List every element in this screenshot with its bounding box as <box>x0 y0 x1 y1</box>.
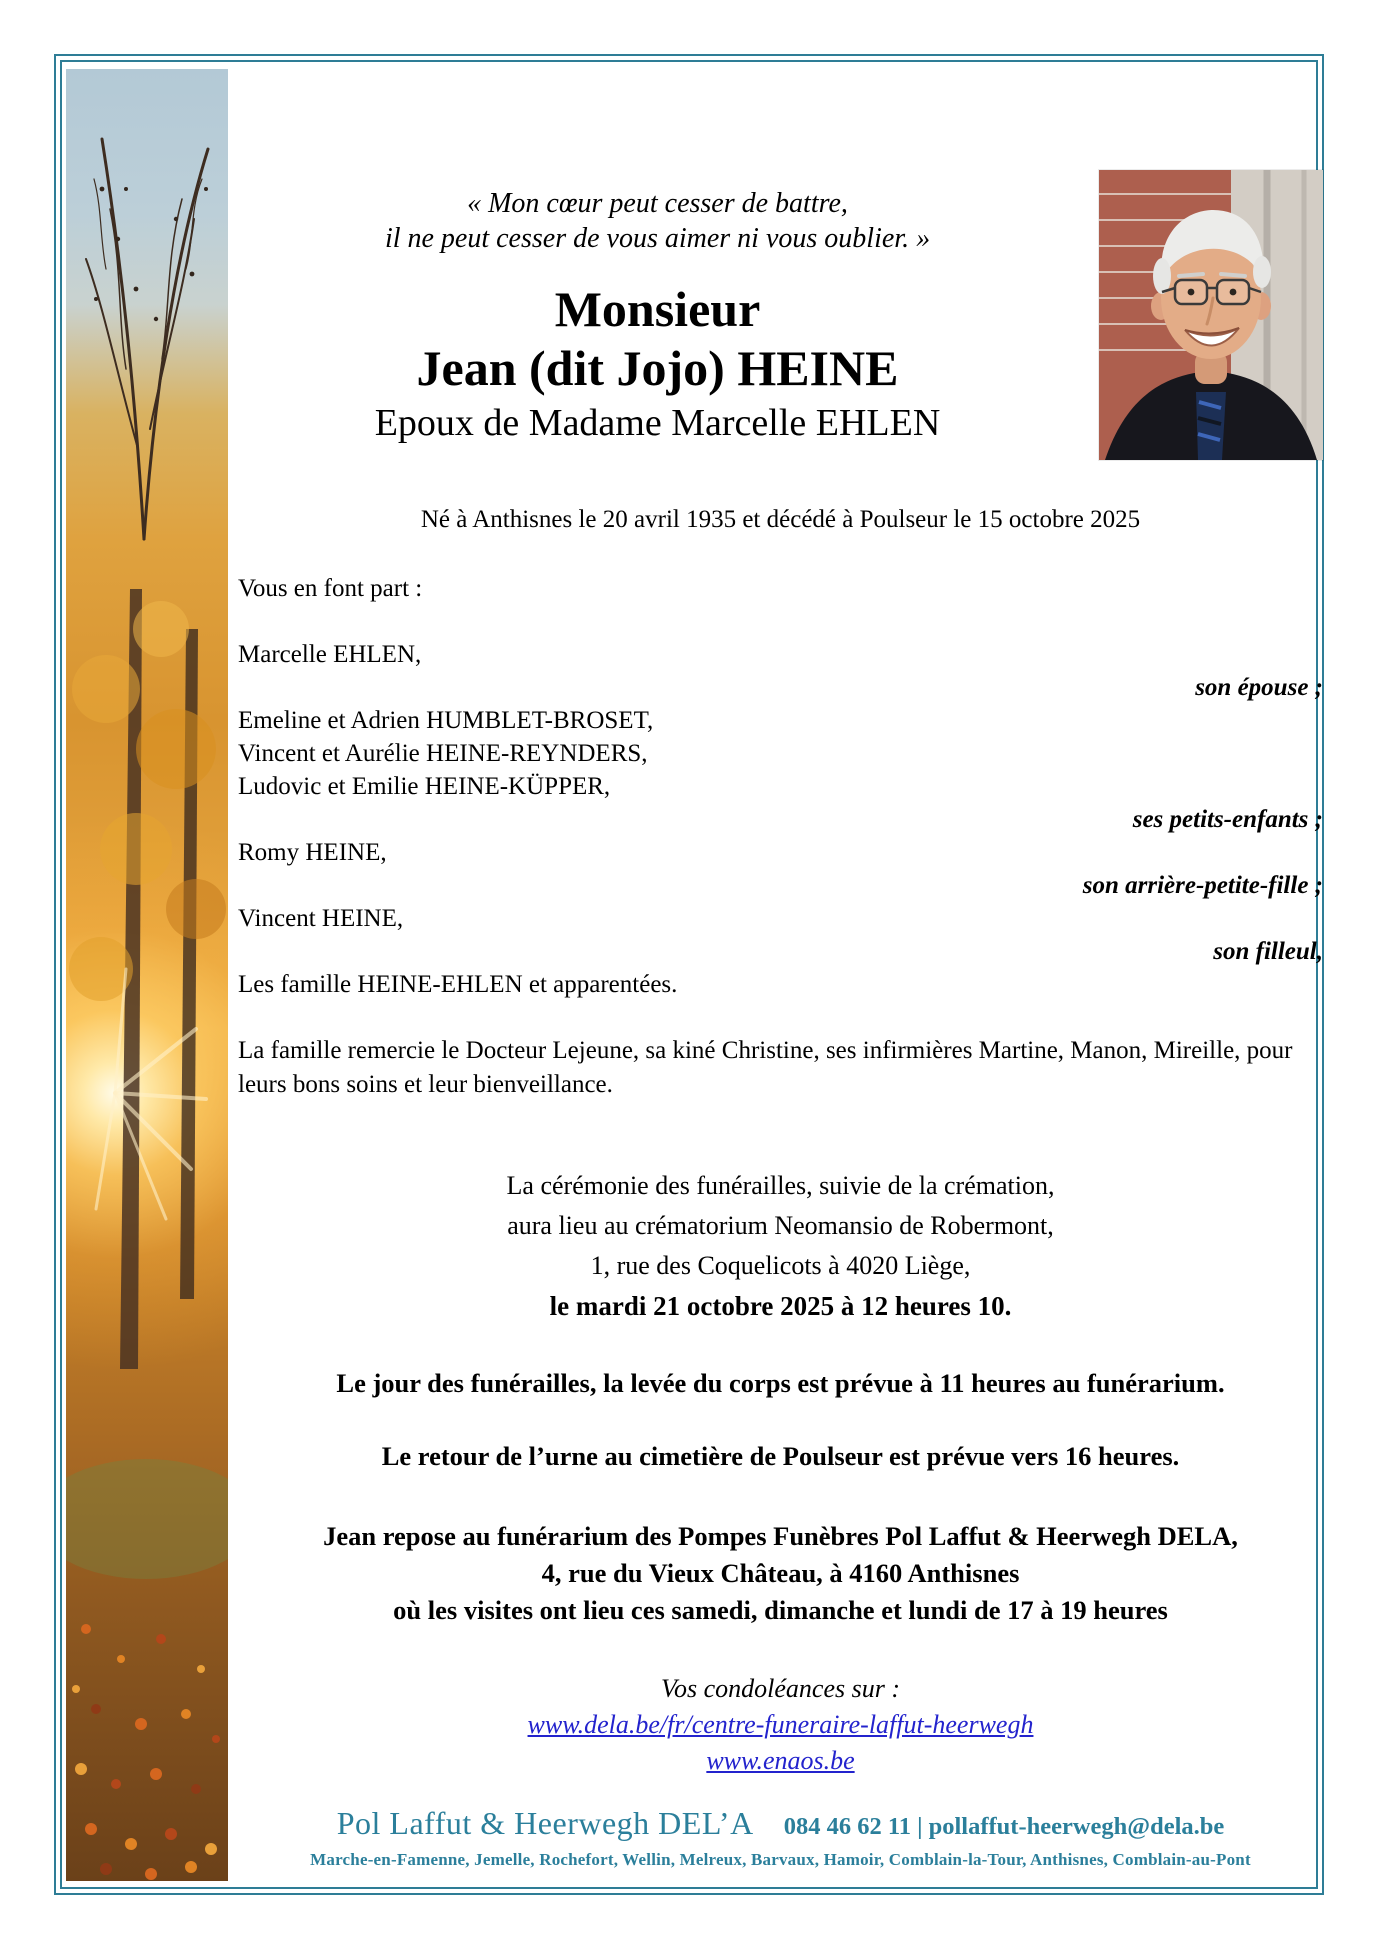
family-relation: son filleul, <box>1213 938 1323 965</box>
repose-section <box>238 1518 1323 1629</box>
autumn-trees-sunlight-photo <box>66 69 228 1881</box>
family-name: Marcelle EHLEN, <box>238 641 422 668</box>
portrait-of-deceased-photo <box>1099 170 1323 460</box>
repose-line1: Jean repose au funérarium des Pompes Funèbres Pol Laffut & Heerwegh DELA, <box>323 1521 1238 1551</box>
autumn-photo-detail <box>66 69 228 1881</box>
family-name: Romy HEINE, <box>238 839 387 866</box>
footer-main-row <box>238 1805 1323 1842</box>
ceremony-line2: aura lieu au crématorium Neomansio de Robermont, <box>507 1211 1054 1240</box>
ceremony-line3: 1, rue des Coquelicots à 4020 Liège, <box>590 1251 971 1280</box>
header-center <box>238 186 1077 448</box>
family-name: Vincent et Aurélie HEINE-REYNDERS, <box>238 740 648 767</box>
condolences-link-enaos[interactable]: www.enaos.be <box>706 1746 855 1775</box>
funeral-home-brand: Pol Laffut & Heerwegh DEL’A <box>336 1805 754 1841</box>
memorial-quote-line2: il ne peut cesser de vous aimer ni vous oublier. » <box>384 223 931 254</box>
portrait-photo-detail <box>1099 170 1323 460</box>
levee-notice: Le jour des funérailles, la levée du corps est prévue à 11 heures au funérarium. <box>336 1368 1225 1398</box>
family-name: Emeline et Adrien HUMBLET-BROSET, <box>238 707 654 734</box>
condolences-section <box>238 1671 1323 1779</box>
funeral-home-contact: 084 46 62 11 | pollaffut-heerwegh@dela.be <box>783 1813 1225 1840</box>
ceremony-line1: La cérémonie des funérailles, suivie de la crémation, <box>506 1171 1055 1200</box>
birth-death-line: Né à Anthisnes le 20 avril 1935 et décédé à Poulseur le 15 octobre 2025 <box>420 506 1141 533</box>
announcement-content <box>238 186 1323 1779</box>
urne-notice: Le retour de l’urne au cimetière de Poulseur est prévue vers 16 heures. <box>381 1441 1180 1471</box>
condolences-label: Vos condoléances sur : <box>660 1674 900 1703</box>
family-relation: ses petits-enfants ; <box>1132 806 1323 833</box>
family-relation: son arrière-petite-fille ; <box>1082 872 1323 899</box>
deceased-title: Monsieur <box>554 281 761 337</box>
ceremony-date-time: le mardi 21 octobre 2025 à 12 heures 10. <box>549 1291 1012 1321</box>
memorial-quote-line1: « Mon cœur peut cesser de battre, <box>467 188 848 219</box>
ceremony-section <box>238 1166 1323 1326</box>
announcement-intro: Vous en font part : <box>238 575 423 602</box>
thanks-paragraph: La famille remercie le Docteur Lejeune, sa kiné Christine, ses infirmières Martine, Manon, Mireille, pour leurs bons soins et leur bienveillance. <box>238 1037 1293 1098</box>
deceased-subtitle: Epoux de Madame Marcelle EHLEN <box>374 402 941 444</box>
family-name: Vincent HEINE, <box>238 905 404 932</box>
repose-line3: où les visites ont lieu ces samedi, dimanche et lundi de 17 à 19 heures <box>393 1595 1168 1625</box>
deceased-name: Jean (dit Jojo) HEINE <box>416 340 899 396</box>
condolences-link-dela[interactable]: www.dela.be/fr/centre-funeraire-laffut-heerwegh <box>527 1710 1034 1739</box>
funeral-home-footer <box>238 1805 1323 1870</box>
repose-line2: 4, rue du Vieux Château, à 4160 Anthisnes <box>541 1558 1020 1588</box>
funeral-home-towns: Marche-en-Famenne, Jemelle, Rochefort, Wellin, Melreux, Barvaux, Hamoir, Comblain-la-Tour, Anthisnes, Comblain-au-Pont <box>310 1850 1251 1869</box>
family-section <box>238 572 1323 1001</box>
header-row <box>238 186 1323 472</box>
family-relation: son épouse ; <box>1195 674 1323 701</box>
family-name: Les famille HEINE-EHLEN et apparentées. <box>238 971 678 998</box>
family-name: Ludovic et Emilie HEINE-KÜPPER, <box>238 773 611 800</box>
